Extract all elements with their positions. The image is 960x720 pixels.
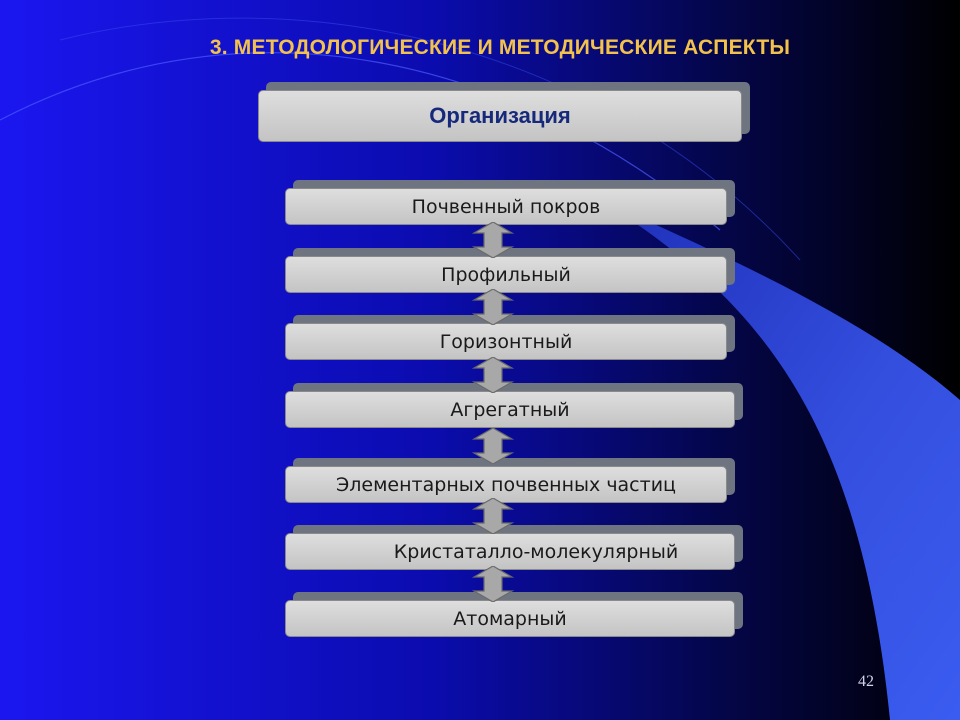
page-number: 42 bbox=[858, 673, 874, 690]
level-box-crystal-molecular bbox=[285, 533, 735, 570]
double-arrow-icon bbox=[470, 428, 516, 464]
double-arrow-icon bbox=[470, 498, 516, 534]
slide-title: 3. МЕТОДОЛОГИЧЕСКИЕ И МЕТОДИЧЕСКИЕ АСПЕКТЫ bbox=[209, 36, 791, 59]
double-arrow-icon bbox=[470, 222, 516, 258]
organization-header-box: Организация bbox=[258, 90, 742, 142]
level-label: Элементарных почвенных частиц bbox=[336, 473, 676, 496]
level-label: Атомарный bbox=[453, 607, 567, 630]
level-box-horizon bbox=[285, 323, 727, 360]
level-label: Почвенный покров bbox=[411, 195, 601, 218]
level-box-aggregate bbox=[285, 391, 735, 428]
double-arrow-icon bbox=[470, 566, 516, 602]
level-box-soil-cover bbox=[285, 188, 727, 225]
double-arrow-icon bbox=[470, 289, 516, 325]
level-box-profile bbox=[285, 256, 727, 293]
double-arrow-icon bbox=[470, 357, 516, 393]
level-box-atomic bbox=[285, 600, 735, 637]
level-label: Профильный bbox=[441, 263, 571, 286]
level-label: Кристаталло-молекулярный bbox=[393, 540, 679, 563]
level-label: Агрегатный bbox=[450, 398, 570, 421]
level-label: Горизонтный bbox=[439, 330, 573, 353]
